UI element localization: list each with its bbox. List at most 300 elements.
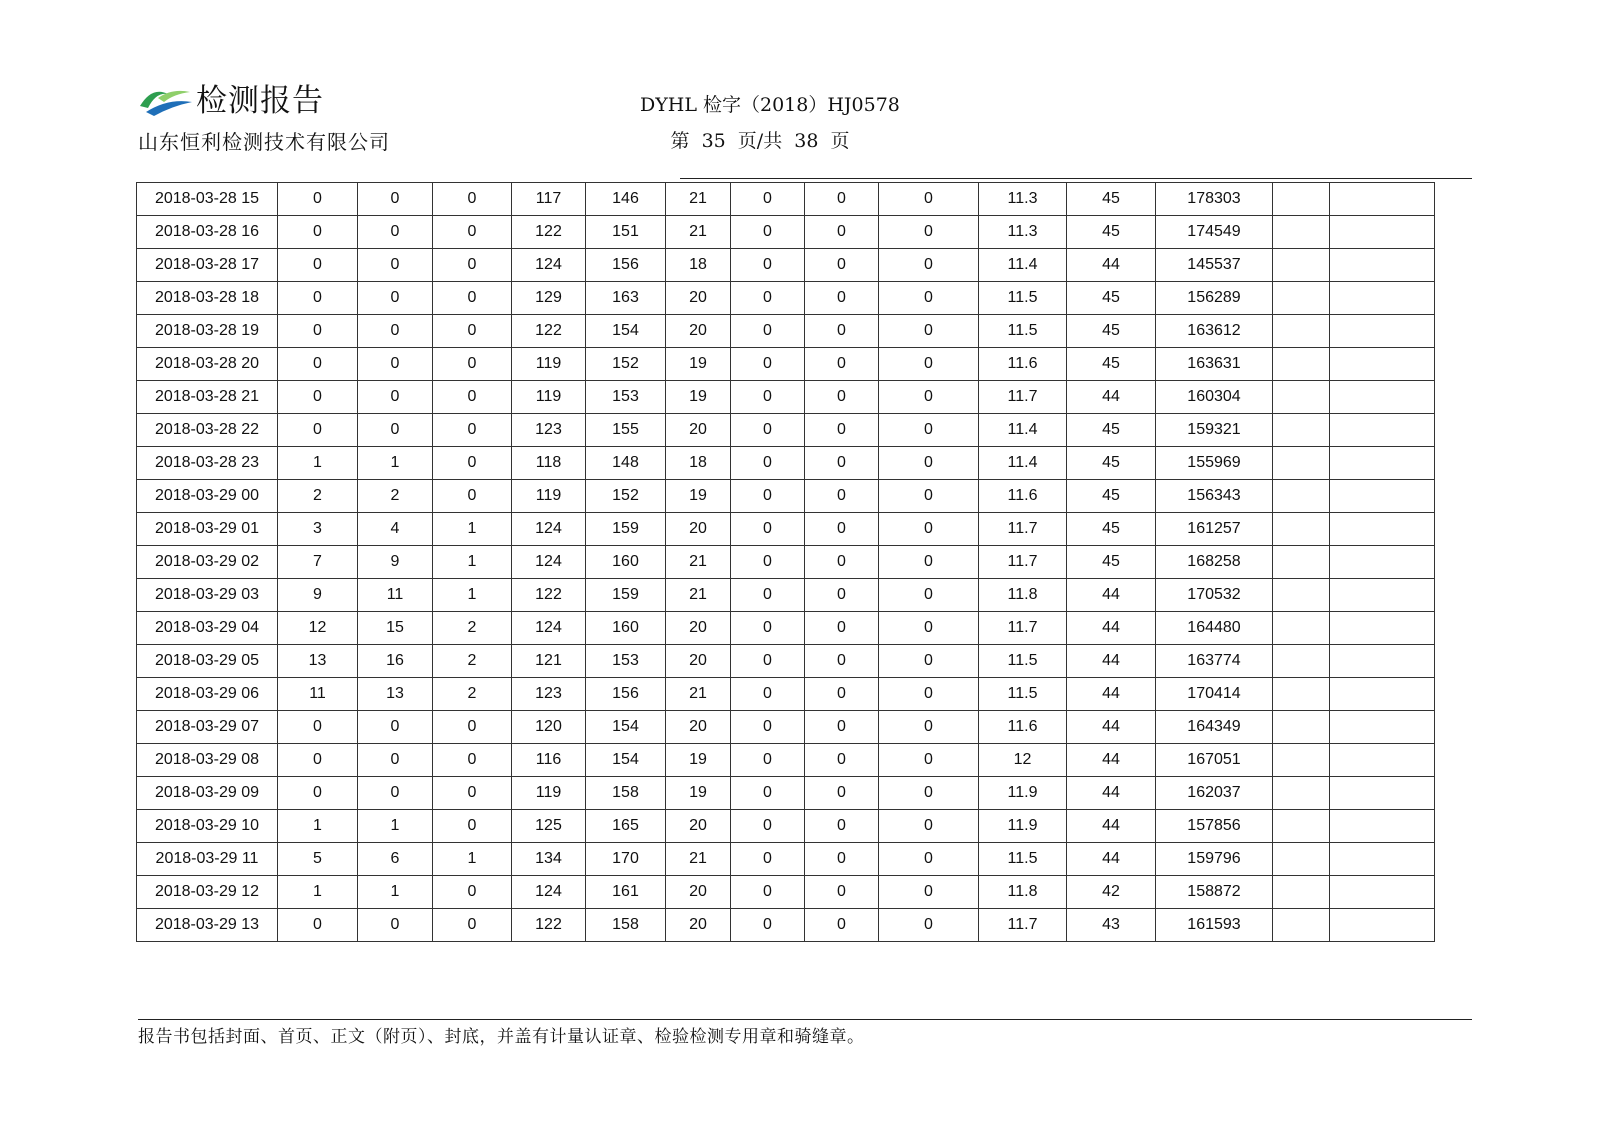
- table-cell: 0: [879, 480, 979, 513]
- table-cell: 21: [666, 579, 731, 612]
- table-row: [137, 381, 1435, 414]
- table-cell: 11.7: [979, 612, 1067, 645]
- table-cell: 19: [666, 744, 731, 777]
- table-cell: 0: [433, 315, 512, 348]
- table-cell: 0: [731, 843, 805, 876]
- table-cell: 0: [358, 777, 433, 810]
- table-cell: 0: [358, 381, 433, 414]
- table-cell: 0: [731, 513, 805, 546]
- table-cell: 4: [358, 513, 433, 546]
- table-cell: [1330, 216, 1435, 249]
- table-cell: 0: [805, 480, 879, 513]
- table-cell: 153: [586, 381, 666, 414]
- table-cell: [1273, 216, 1330, 249]
- table-cell: 0: [278, 249, 358, 282]
- table-cell: 0: [433, 810, 512, 843]
- table-cell-datetime: 2018-03-28 19: [137, 315, 278, 348]
- table-cell: 125: [512, 810, 586, 843]
- table-cell: 2: [433, 645, 512, 678]
- page-number: 35: [701, 130, 726, 152]
- table-cell: 0: [731, 447, 805, 480]
- table-cell-datetime: 2018-03-29 12: [137, 876, 278, 909]
- table-cell: 11.5: [979, 645, 1067, 678]
- table-cell: 5: [278, 843, 358, 876]
- table-cell-datetime: 2018-03-29 01: [137, 513, 278, 546]
- table-cell-datetime: 2018-03-29 02: [137, 546, 278, 579]
- table-cell: 21: [666, 678, 731, 711]
- table-cell: 45: [1067, 447, 1156, 480]
- table-cell: 45: [1067, 414, 1156, 447]
- table-cell: 0: [879, 315, 979, 348]
- table-cell: 0: [805, 513, 879, 546]
- table-cell: 44: [1067, 645, 1156, 678]
- table-cell: 0: [433, 183, 512, 216]
- table-cell: 0: [278, 744, 358, 777]
- table-cell: 0: [805, 414, 879, 447]
- table-cell-datetime: 2018-03-29 03: [137, 579, 278, 612]
- footer-note: 报告书包括封面、首页、正文（附页）、封底，并盖有计量认证章、检验检测专用章和骑缝章。: [138, 1027, 865, 1047]
- table-cell: [1273, 546, 1330, 579]
- table-cell: 18: [666, 249, 731, 282]
- table-row: [137, 546, 1435, 579]
- table-cell: 44: [1067, 810, 1156, 843]
- table-cell-datetime: 2018-03-28 16: [137, 216, 278, 249]
- table-cell: [1273, 480, 1330, 513]
- table-cell: 163612: [1156, 315, 1273, 348]
- table-cell: 123: [512, 414, 586, 447]
- table-cell: [1273, 282, 1330, 315]
- table-cell: 154: [586, 711, 666, 744]
- table-cell: 0: [731, 579, 805, 612]
- report-title: 检测报告: [196, 83, 324, 119]
- table-cell: 161257: [1156, 513, 1273, 546]
- table-cell: [1273, 843, 1330, 876]
- table-cell: 20: [666, 645, 731, 678]
- table-cell: [1273, 513, 1330, 546]
- table-cell: 3: [278, 513, 358, 546]
- table-cell: 0: [358, 414, 433, 447]
- table-cell-datetime: 2018-03-28 15: [137, 183, 278, 216]
- table-cell: 0: [879, 810, 979, 843]
- table-cell: 0: [731, 183, 805, 216]
- table-body: [137, 183, 1435, 942]
- table-cell: 0: [433, 216, 512, 249]
- table-cell: 0: [805, 876, 879, 909]
- table-cell: 20: [666, 282, 731, 315]
- table-cell: [1273, 612, 1330, 645]
- table-cell: [1330, 909, 1435, 942]
- table-cell-datetime: 2018-03-29 08: [137, 744, 278, 777]
- table-cell: 1: [278, 876, 358, 909]
- table-row: [137, 777, 1435, 810]
- table-cell: 156: [586, 249, 666, 282]
- table-cell: 0: [879, 282, 979, 315]
- table-cell: 116: [512, 744, 586, 777]
- table-cell: 0: [731, 381, 805, 414]
- table-cell: 129: [512, 282, 586, 315]
- table-cell: [1330, 513, 1435, 546]
- table-cell-datetime: 2018-03-28 20: [137, 348, 278, 381]
- table-cell: 0: [879, 447, 979, 480]
- table-row: [137, 744, 1435, 777]
- table-cell: 0: [805, 546, 879, 579]
- table-cell: 0: [879, 546, 979, 579]
- table-cell: 11.7: [979, 513, 1067, 546]
- table-cell: 0: [358, 348, 433, 381]
- table-cell-datetime: 2018-03-29 09: [137, 777, 278, 810]
- table-cell: 0: [805, 249, 879, 282]
- table-cell-datetime: 2018-03-28 17: [137, 249, 278, 282]
- table-cell: [1273, 315, 1330, 348]
- table-cell: 163631: [1156, 348, 1273, 381]
- report-header-left: [138, 80, 390, 155]
- table-cell: [1330, 282, 1435, 315]
- table-cell: 1: [278, 810, 358, 843]
- table-cell: [1330, 381, 1435, 414]
- table-cell: 158: [586, 777, 666, 810]
- table-cell: 11.7: [979, 909, 1067, 942]
- table-cell: 119: [512, 777, 586, 810]
- table-cell-datetime: 2018-03-29 07: [137, 711, 278, 744]
- table-cell: 0: [731, 777, 805, 810]
- table-cell: [1330, 348, 1435, 381]
- table-cell: 16: [358, 645, 433, 678]
- table-cell: 11.7: [979, 546, 1067, 579]
- table-cell-datetime: 2018-03-28 23: [137, 447, 278, 480]
- table-cell: 0: [805, 678, 879, 711]
- table-cell: 0: [879, 381, 979, 414]
- table-cell-datetime: 2018-03-28 22: [137, 414, 278, 447]
- table-cell: 0: [278, 381, 358, 414]
- table-cell: 0: [879, 183, 979, 216]
- table-cell: 2: [278, 480, 358, 513]
- table-cell: [1273, 348, 1330, 381]
- table-cell: 11.5: [979, 315, 1067, 348]
- table-cell: [1273, 183, 1330, 216]
- table-cell: 20: [666, 513, 731, 546]
- table-cell-datetime: 2018-03-29 05: [137, 645, 278, 678]
- table-cell: 164349: [1156, 711, 1273, 744]
- table-cell: 165: [586, 810, 666, 843]
- table-row: [137, 711, 1435, 744]
- table-cell: 1: [358, 810, 433, 843]
- table-cell: 1: [358, 447, 433, 480]
- table-cell: 0: [433, 447, 512, 480]
- table-cell: 20: [666, 315, 731, 348]
- table-cell-datetime: 2018-03-28 21: [137, 381, 278, 414]
- table-cell: 0: [433, 414, 512, 447]
- table-row: [137, 315, 1435, 348]
- table-cell: [1273, 876, 1330, 909]
- table-cell: 0: [278, 414, 358, 447]
- table-cell: 0: [358, 315, 433, 348]
- table-cell: 0: [731, 645, 805, 678]
- monitoring-data-table: [136, 182, 1435, 942]
- table-cell-datetime: 2018-03-29 10: [137, 810, 278, 843]
- table-cell: 44: [1067, 381, 1156, 414]
- table-cell: 6: [358, 843, 433, 876]
- table-cell: 168258: [1156, 546, 1273, 579]
- table-cell: 0: [805, 612, 879, 645]
- table-cell: 45: [1067, 348, 1156, 381]
- table-cell: 0: [879, 249, 979, 282]
- table-cell: 159796: [1156, 843, 1273, 876]
- table-cell: 163: [586, 282, 666, 315]
- table-cell: [1330, 711, 1435, 744]
- table-cell: 11.4: [979, 249, 1067, 282]
- table-cell: 148: [586, 447, 666, 480]
- table-cell: 11.4: [979, 414, 1067, 447]
- table-cell: 0: [433, 381, 512, 414]
- table-cell: 11.6: [979, 480, 1067, 513]
- table-cell: [1330, 777, 1435, 810]
- table-cell: 0: [278, 216, 358, 249]
- table-cell: 0: [433, 744, 512, 777]
- table-cell: [1330, 810, 1435, 843]
- table-cell: 0: [805, 381, 879, 414]
- table-cell: 155969: [1156, 447, 1273, 480]
- table-cell: 15: [358, 612, 433, 645]
- table-row: [137, 876, 1435, 909]
- table-cell: 21: [666, 843, 731, 876]
- table-cell: 20: [666, 810, 731, 843]
- table-cell: 0: [879, 909, 979, 942]
- table-cell: 164480: [1156, 612, 1273, 645]
- table-cell: 0: [433, 249, 512, 282]
- table-cell: 0: [879, 678, 979, 711]
- table-cell: 11.7: [979, 381, 1067, 414]
- table-cell: 161: [586, 876, 666, 909]
- table-cell: 7: [278, 546, 358, 579]
- table-cell: 0: [358, 282, 433, 315]
- table-cell: 119: [512, 381, 586, 414]
- table-cell: 0: [731, 876, 805, 909]
- table-cell: 44: [1067, 777, 1156, 810]
- table-cell: 0: [278, 909, 358, 942]
- table-cell: 0: [731, 315, 805, 348]
- table-cell: 161593: [1156, 909, 1273, 942]
- table-cell: 0: [879, 513, 979, 546]
- table-cell: 118: [512, 447, 586, 480]
- table-cell: 0: [731, 810, 805, 843]
- table-row: [137, 348, 1435, 381]
- table-cell: 170532: [1156, 579, 1273, 612]
- table-cell: 45: [1067, 183, 1156, 216]
- table-cell-datetime: 2018-03-29 04: [137, 612, 278, 645]
- table-cell: [1330, 546, 1435, 579]
- table-cell: 9: [358, 546, 433, 579]
- table-cell: 0: [731, 414, 805, 447]
- table-cell: 0: [358, 744, 433, 777]
- table-cell: 0: [433, 909, 512, 942]
- table-cell: 122: [512, 315, 586, 348]
- table-cell: 0: [278, 183, 358, 216]
- table-cell: [1273, 447, 1330, 480]
- table-cell: 152: [586, 348, 666, 381]
- table-cell: 157856: [1156, 810, 1273, 843]
- company-logo-icon: [138, 84, 194, 118]
- table-cell: 43: [1067, 909, 1156, 942]
- table-cell: 124: [512, 513, 586, 546]
- table-cell: 0: [805, 282, 879, 315]
- table-cell: [1330, 579, 1435, 612]
- table-cell: 0: [278, 711, 358, 744]
- table-cell: 19: [666, 777, 731, 810]
- table-cell: 20: [666, 711, 731, 744]
- table-cell: 120: [512, 711, 586, 744]
- table-cell: 12: [979, 744, 1067, 777]
- table-cell: 2: [358, 480, 433, 513]
- table-cell: 11.3: [979, 183, 1067, 216]
- table-cell: 134: [512, 843, 586, 876]
- table-cell: 44: [1067, 744, 1156, 777]
- table-cell: [1330, 447, 1435, 480]
- table-cell: 45: [1067, 480, 1156, 513]
- table-cell: 0: [805, 909, 879, 942]
- table-cell: 11.6: [979, 348, 1067, 381]
- table-cell: 0: [731, 249, 805, 282]
- table-cell: 0: [805, 777, 879, 810]
- table-cell: [1330, 183, 1435, 216]
- table-cell: 0: [278, 282, 358, 315]
- table-cell: 122: [512, 216, 586, 249]
- table-cell: [1273, 777, 1330, 810]
- table-cell: 0: [879, 843, 979, 876]
- table-cell: 119: [512, 348, 586, 381]
- table-cell: 0: [433, 876, 512, 909]
- table-row: [137, 612, 1435, 645]
- table-row: [137, 183, 1435, 216]
- table-cell: 0: [879, 348, 979, 381]
- table-cell: 153: [586, 645, 666, 678]
- table-cell: 0: [805, 744, 879, 777]
- table-cell: 174549: [1156, 216, 1273, 249]
- table-cell: 12: [278, 612, 358, 645]
- table-cell: 2: [433, 612, 512, 645]
- table-row: [137, 216, 1435, 249]
- table-cell: 0: [278, 777, 358, 810]
- table-row: [137, 810, 1435, 843]
- table-cell: 0: [805, 843, 879, 876]
- table-cell: [1330, 645, 1435, 678]
- table-cell: 19: [666, 348, 731, 381]
- table-cell-datetime: 2018-03-29 00: [137, 480, 278, 513]
- table-cell: [1330, 612, 1435, 645]
- table-cell: 0: [879, 876, 979, 909]
- table-cell: 0: [433, 711, 512, 744]
- table-row: [137, 513, 1435, 546]
- table-cell: 42: [1067, 876, 1156, 909]
- table-cell: 1: [358, 876, 433, 909]
- table-cell: 162037: [1156, 777, 1273, 810]
- table-cell: 158: [586, 909, 666, 942]
- table-cell: [1273, 381, 1330, 414]
- table-cell: 11: [358, 579, 433, 612]
- table-cell: 160304: [1156, 381, 1273, 414]
- table-cell: 21: [666, 546, 731, 579]
- table-cell: 0: [879, 612, 979, 645]
- table-cell: 0: [879, 579, 979, 612]
- table-cell: [1273, 579, 1330, 612]
- table-cell: 159321: [1156, 414, 1273, 447]
- table-cell: 19: [666, 480, 731, 513]
- table-cell: 160: [586, 546, 666, 579]
- table-cell: 0: [731, 678, 805, 711]
- table-cell: 124: [512, 249, 586, 282]
- table-cell: 0: [805, 447, 879, 480]
- table-cell: 20: [666, 414, 731, 447]
- table-cell: [1330, 678, 1435, 711]
- table-cell: 0: [805, 348, 879, 381]
- table-cell: 0: [358, 249, 433, 282]
- table-cell: 11: [278, 678, 358, 711]
- table-cell: 178303: [1156, 183, 1273, 216]
- table-cell: 1: [433, 579, 512, 612]
- table-cell: 0: [433, 282, 512, 315]
- table-cell: [1273, 744, 1330, 777]
- table-row: [137, 480, 1435, 513]
- table-cell: 44: [1067, 843, 1156, 876]
- table-cell: 167051: [1156, 744, 1273, 777]
- table-cell: 1: [433, 513, 512, 546]
- table-cell: 0: [805, 183, 879, 216]
- table-cell: 117: [512, 183, 586, 216]
- table-cell: 0: [879, 744, 979, 777]
- table-cell: 0: [879, 216, 979, 249]
- table-row: [137, 909, 1435, 942]
- table-cell: 21: [666, 183, 731, 216]
- table-cell: 151: [586, 216, 666, 249]
- table-cell: 45: [1067, 513, 1156, 546]
- table-cell: 11.5: [979, 678, 1067, 711]
- table-cell: 18: [666, 447, 731, 480]
- table-cell: [1330, 843, 1435, 876]
- report-header-right: [640, 92, 900, 154]
- table-row: [137, 843, 1435, 876]
- table-cell: 0: [879, 777, 979, 810]
- table-cell: [1273, 909, 1330, 942]
- table-cell: 45: [1067, 546, 1156, 579]
- table-cell: [1330, 744, 1435, 777]
- table-cell: 13: [358, 678, 433, 711]
- table-cell: 1: [278, 447, 358, 480]
- table-row: [137, 282, 1435, 315]
- page-total: 38: [794, 130, 819, 152]
- table-cell: 154: [586, 315, 666, 348]
- table-cell: 13: [278, 645, 358, 678]
- table-cell: 0: [358, 216, 433, 249]
- table-cell: 21: [666, 216, 731, 249]
- table-cell: 9: [278, 579, 358, 612]
- table-cell: 0: [358, 183, 433, 216]
- page-label-suffix: 页: [830, 130, 850, 152]
- table-cell-datetime: 2018-03-29 06: [137, 678, 278, 711]
- table-cell: 0: [805, 315, 879, 348]
- page-indicator: [640, 128, 880, 154]
- table-cell: 0: [731, 348, 805, 381]
- table-row: [137, 447, 1435, 480]
- table-cell: 44: [1067, 711, 1156, 744]
- table-cell: 0: [805, 711, 879, 744]
- table-cell: 160: [586, 612, 666, 645]
- table-cell: 1: [433, 546, 512, 579]
- table-cell: [1330, 414, 1435, 447]
- table-cell: [1273, 678, 1330, 711]
- table-cell: 19: [666, 381, 731, 414]
- table-cell: 145537: [1156, 249, 1273, 282]
- table-cell: 45: [1067, 216, 1156, 249]
- table-cell: 124: [512, 876, 586, 909]
